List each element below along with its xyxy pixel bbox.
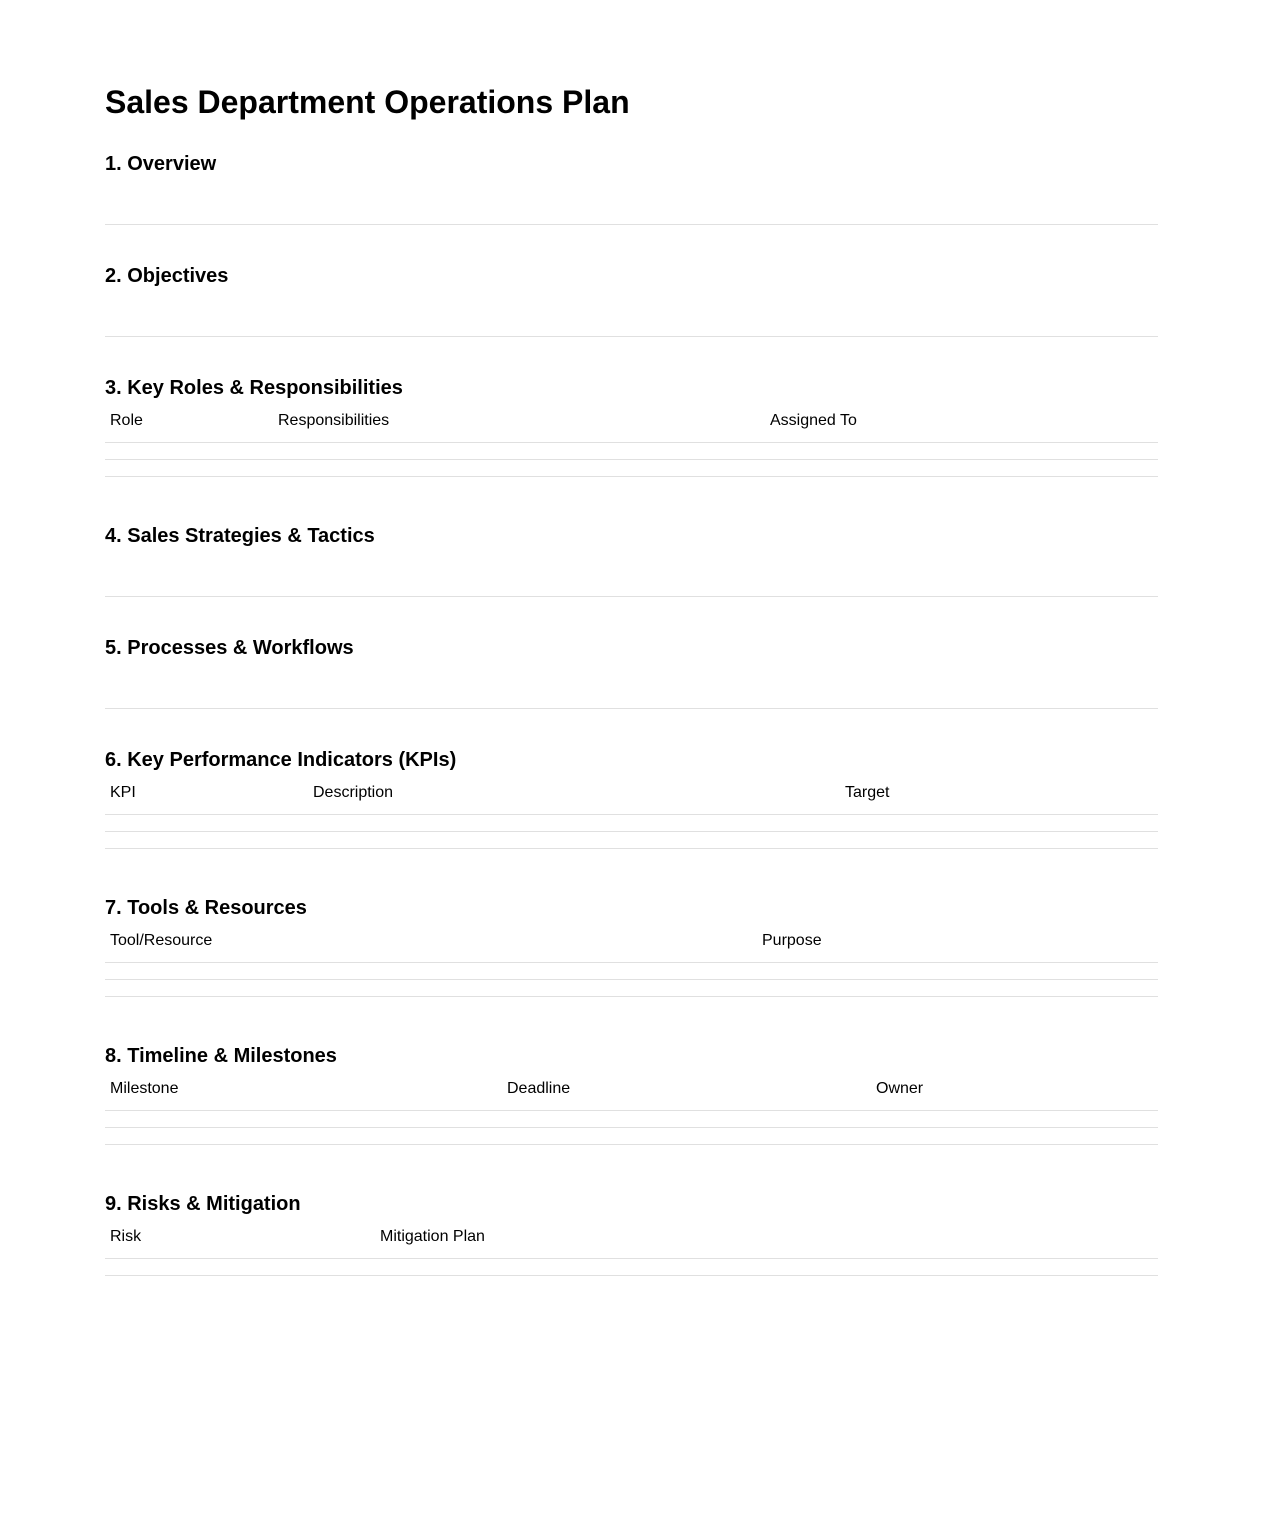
divider — [105, 708, 1158, 709]
column-header-tool-resource: Tool/Resource — [110, 932, 213, 949]
divider — [105, 336, 1158, 337]
table-header — [105, 780, 1158, 815]
risks-table — [105, 1224, 1158, 1276]
column-header-kpi: KPI — [110, 784, 136, 801]
divider — [105, 224, 1158, 225]
table-header — [105, 928, 1158, 963]
milestones-table — [105, 1076, 1158, 1145]
table-header — [105, 1076, 1158, 1111]
column-header-role: Role — [110, 412, 143, 429]
kpi-table — [105, 780, 1158, 849]
section-heading: 3. Key Roles & Responsibilities — [105, 377, 403, 399]
column-header-owner: Owner — [876, 1080, 924, 1097]
section-heading: 6. Key Performance Indicators (KPIs) — [105, 749, 457, 771]
table-header — [105, 1224, 1158, 1259]
divider — [105, 596, 1158, 597]
tools-table — [105, 928, 1158, 997]
column-header-purpose: Purpose — [762, 932, 822, 949]
section-divider — [105, 832, 1158, 849]
table-row[interactable] — [105, 815, 1158, 832]
column-header-deadline: Deadline — [507, 1080, 571, 1097]
column-header-responsibilities: Responsibilities — [278, 412, 390, 429]
table-row[interactable] — [105, 1259, 1158, 1276]
section-heading: 5. Processes & Workflows — [105, 637, 354, 659]
column-header-milestone: Milestone — [110, 1080, 179, 1097]
section-heading: 8. Timeline & Milestones — [105, 1045, 337, 1067]
section-divider — [105, 460, 1158, 477]
section-heading: 9. Risks & Mitigation — [105, 1193, 301, 1215]
table-row[interactable] — [105, 1111, 1158, 1128]
table-row[interactable] — [105, 443, 1158, 460]
column-header-target: Target — [845, 784, 890, 801]
section-divider — [105, 1128, 1158, 1145]
section-heading: 2. Objectives — [105, 265, 229, 287]
section-heading: 1. Overview — [105, 153, 217, 175]
column-header-assigned-to: Assigned To — [770, 412, 857, 429]
table-row[interactable] — [105, 963, 1158, 980]
table-header — [105, 408, 1158, 443]
section-heading: 7. Tools & Resources — [105, 897, 307, 919]
roles-table — [105, 408, 1158, 477]
section-divider — [105, 980, 1158, 997]
column-header-risk: Risk — [110, 1228, 142, 1245]
column-header-mitigation-plan: Mitigation Plan — [380, 1228, 485, 1245]
section-heading: 4. Sales Strategies & Tactics — [105, 525, 375, 547]
document-title: Sales Department Operations Plan — [105, 84, 630, 120]
column-header-description: Description — [313, 784, 394, 801]
